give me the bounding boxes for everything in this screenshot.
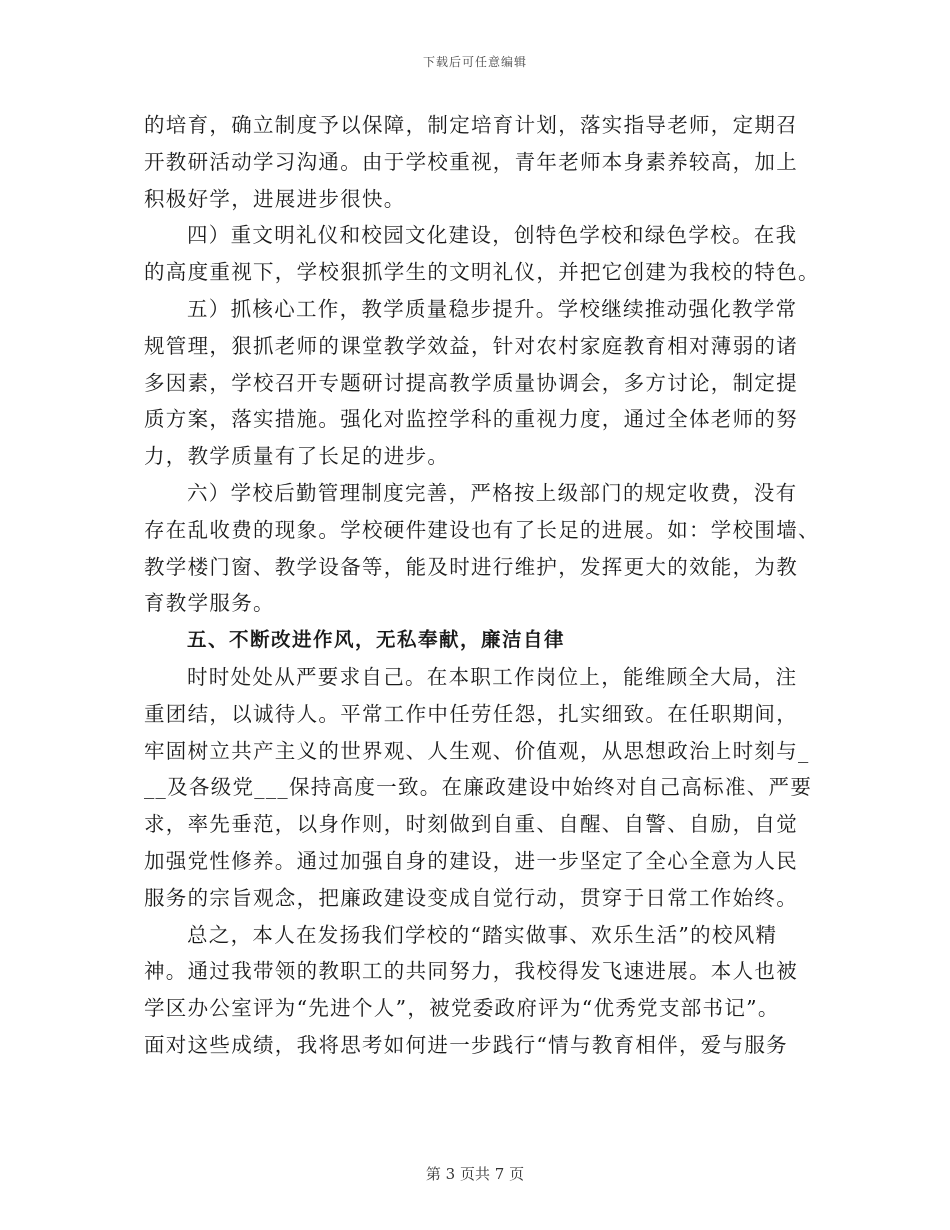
page-header: 下载后可任意编辑 bbox=[422, 55, 527, 69]
text-line: 教学楼门窗、教学设备等，能及时进行维护，发挥更大的效能，为教 bbox=[144, 554, 798, 579]
text-line: 重团结，以诚待人。平常工作中任劳任怨，扎实细致。在任职期间， bbox=[144, 701, 798, 726]
document-body bbox=[144, 107, 820, 1064]
page-number: 第 3 页共 7 页 bbox=[425, 1165, 525, 1183]
text-line: 学区办公室评为“先进个人”，被党委政府评为“优秀党支部书记”。 bbox=[144, 996, 780, 1021]
text-line: 质方案，落实措施。强化对监控学科的重视力度，通过全体老师的努 bbox=[144, 407, 798, 432]
text-line: 规管理，狠抓老师的课堂教学效益，针对农村家庭教育相对薄弱的诸 bbox=[144, 333, 798, 358]
text-line: 育教学服务。 bbox=[144, 591, 275, 616]
text-line: 面对这些成绩，我将思考如何进一步践行“情与教育相伴，爱与服务 bbox=[144, 1032, 788, 1057]
text-line: 开教研活动学习沟通。由于学校重视，青年老师本身素养较高，加上 bbox=[144, 149, 798, 174]
text-line: 总之，本人在发扬我们学校的“踏实做事、欢乐生活”的校风精 bbox=[187, 922, 778, 947]
text-line: 四）重文明礼仪和校园文化建设，创特色学校和绿色学校。在我 bbox=[187, 223, 798, 248]
text-line: 六）学校后勤管理制度完善，严格按上级部门的规定收费，没有 bbox=[187, 480, 798, 505]
text-line: 服务的宗旨观念，把廉政建设变成自觉行动，贯穿于日常工作始终。 bbox=[144, 885, 798, 910]
text-line: 时时处处从严要求自己。在本职工作岗位上，能维顾全大局，注 bbox=[187, 664, 798, 689]
text-line: 求，率先垂范，以身作则，时刻做到自重、自醒、自警、自励，自觉 bbox=[144, 812, 798, 837]
text-line: 存在乱收费的现象。学校硬件建设也有了长足的进展。如：学校围墙、 bbox=[144, 517, 820, 542]
text-line: 力，教学质量有了长足的进步。 bbox=[144, 444, 450, 469]
text-line: 五）抓核心工作，教学质量稳步提升。学校继续推动强化教学常 bbox=[187, 296, 798, 321]
text-line: __及各级党___保持高度一致。在廉政建设中始终对自己高标准、严要 bbox=[144, 775, 813, 800]
text-line: 积极好学，进展进步很快。 bbox=[144, 186, 406, 211]
text-line: 加强党性修养。通过加强自身的建设，进一步坚定了全心全意为人民 bbox=[144, 848, 798, 873]
section-heading: 五、不断改进作风，无私奉献，廉洁自律 bbox=[187, 628, 566, 652]
text-line: 的高度重视下，学校狠抓学生的文明礼仪，并把它创建为我校的特色。 bbox=[144, 260, 820, 285]
text-line: 牢固树立共产主义的世界观、人生观、价值观，从思想政治上时刻与_ bbox=[144, 738, 810, 763]
text-line: 的培育，确立制度予以保障，制定培育计划，落实指导老师，定期召 bbox=[144, 113, 798, 137]
text-line: 神。通过我带领的教职工的共同努力，我校得发飞速进展。本人也被 bbox=[144, 959, 798, 984]
text-line: 多因素，学校召开专题研讨提高教学质量协调会，多方讨论，制定提 bbox=[144, 370, 798, 395]
